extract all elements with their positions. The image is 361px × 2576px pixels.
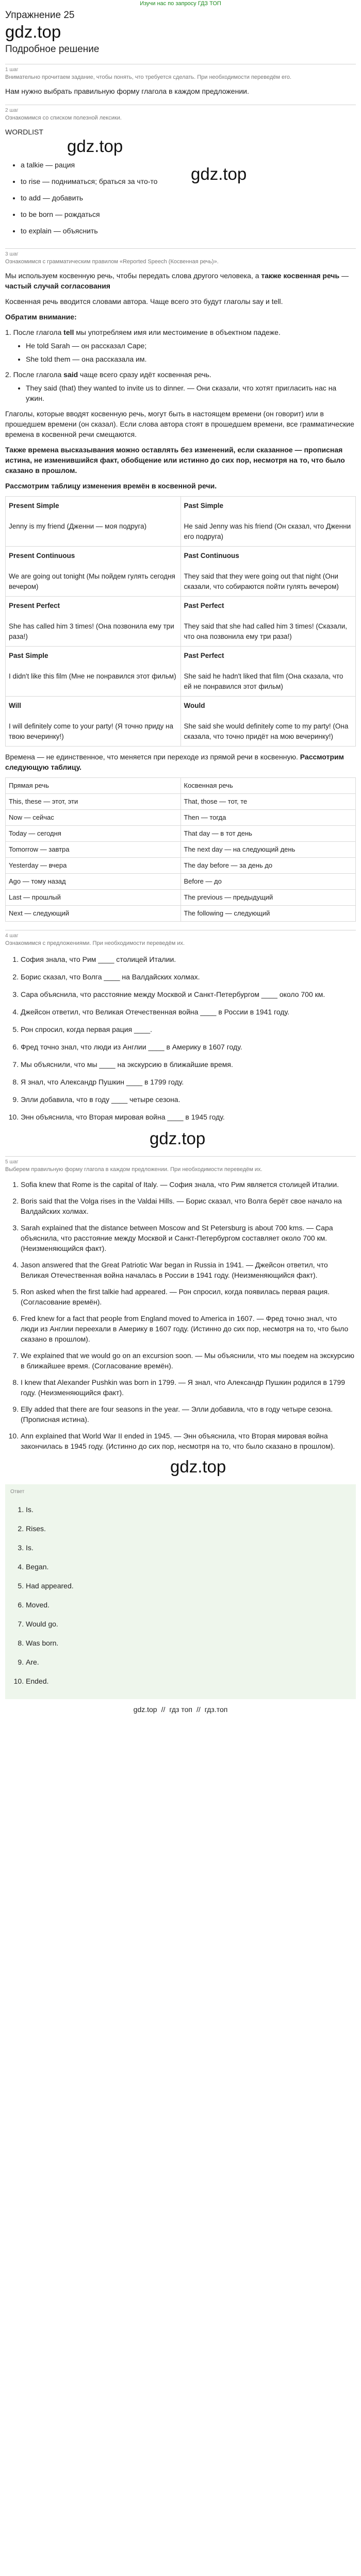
- table-row: [6, 497, 356, 547]
- answer-label: Ответ: [10, 1489, 25, 1495]
- list-item: • a talkie — рация: [21, 160, 356, 170]
- list-item: • to be born — рождаться: [21, 209, 356, 219]
- answer-item: 1. Is.: [26, 1504, 351, 1515]
- list-item: 4. Джейсон ответил, что Великая Отечественная война ____ в России в 1941 году.: [21, 1007, 356, 1017]
- example: • They said (that) they wanted to invite us to dinner. — Они сказали, что хотят пригласить нас на ужин.: [26, 383, 356, 403]
- step-description: Ознакомимся с предложениями. При необходимости переведём их.: [5, 940, 185, 946]
- answer-item: 4. Began.: [26, 1562, 351, 1572]
- list-item: 8. I knew that Alexander Pushkin was born in 1799. — Я знал, что Александр Пушкин родился в 1799 году. (Неизменяющийся факт).: [21, 1377, 356, 1398]
- list-item: 3. Sarah explained that the distance between Moscow and St Petersburg is about 700 kms. — Сара объяснила, что расстояние между Москвой и Санкт-Петербургом составляет около 700 км. (Неизменяющийся факт).: [21, 1223, 356, 1253]
- table-cell: Tomorrow — завтра: [6, 842, 181, 858]
- table-cell: Present Simple Jenny is my friend (Дженни — моя подруга): [6, 497, 181, 547]
- content: [0, 9, 361, 1715]
- table-row: [6, 647, 356, 697]
- table-row: [6, 906, 356, 922]
- table-cell: This, these — этот, эти: [6, 794, 181, 810]
- table-cell: That, those — тот, те: [180, 794, 356, 810]
- step-description: Выберем правильную форму глагола в каждом предложении. При необходимости переведём их.: [5, 1166, 262, 1173]
- table-cell: Then — тогда: [180, 810, 356, 826]
- table-cell: The next day — на следующий день: [180, 842, 356, 858]
- answer-item: 8. Was born.: [26, 1638, 351, 1648]
- answer-box: [5, 1484, 356, 1699]
- answer-item: 5. Had appeared.: [26, 1581, 351, 1591]
- list-item: • to explain — объяснить: [21, 226, 356, 236]
- table-cell: The previous — предыдущий: [180, 890, 356, 906]
- table-row: [6, 794, 356, 810]
- answer-item: 2. Rises.: [26, 1523, 351, 1534]
- footer-link[interactable]: gdz.top: [133, 1705, 157, 1714]
- paragraph: Глаголы, которые вводят косвенную речь, могут быть в настоящем времени (он говорит) или в прошедшем времени (он сказал). Если слова автора стоят в прошедшем времени, все грамматические времена в косвенной речи смещаются.: [5, 410, 354, 438]
- table-row: [6, 874, 356, 890]
- paragraph: Косвенная речь вводится словами автора. Чаще всего это будут глаголы say и tell.: [5, 297, 283, 306]
- page-title: Упражнение 25: [5, 10, 75, 21]
- table-cell: Will I will definitely come to your party! (Я точно приду на твою вечеринку!): [6, 697, 181, 747]
- table-cell: Past Simple I didn't like this film (Мне не понравился этот фильм): [6, 647, 181, 697]
- step-label: 4 шаг: [5, 933, 19, 939]
- example-list: [5, 383, 356, 403]
- table-cell: The day before — за день до: [180, 858, 356, 874]
- table-cell: Before — до: [180, 874, 356, 890]
- answer-list: [10, 1504, 351, 1686]
- list-item: 10. Ann explained that World War II ended in 1945. — Энн объяснила, что Вторая мировая война закончилась в 1945 году. (Истинно до сих пор, несмотря на то, что было сказано в прошлом).: [21, 1431, 356, 1451]
- step-label: 5 шаг: [5, 1159, 19, 1165]
- table-cell: Past Simple He said Jenny was his friend (Он сказал, что Дженни его подруга): [180, 497, 356, 547]
- step-description: Внимательно прочитаем задание, чтобы понять, что требуется сделать. При необходимости переведём его.: [5, 74, 292, 80]
- footer-link[interactable]: гдз.топ: [204, 1705, 228, 1714]
- example: • She told them — она рассказала им.: [26, 354, 356, 364]
- list-item: • to rise — подниматься; браться за что-то: [21, 176, 356, 187]
- step-label: 3 шаг: [5, 251, 19, 257]
- table-cell: Last — прошлый: [6, 890, 181, 906]
- footer: [5, 1704, 356, 1715]
- paragraph: Мы используем косвенную речь, чтобы передать слова другого человека, а также косвенная речь — частый случай согласования: [5, 272, 349, 290]
- watermark: gdz.top: [67, 137, 123, 156]
- footer-link[interactable]: гдз топ: [169, 1705, 192, 1714]
- table-row: [6, 810, 356, 826]
- table-row: [6, 697, 356, 747]
- list-item: 2. Boris said that the Volga rises in the Valdai Hills. — Борис сказал, что Волга берёт свое начало на Валдайских холмах.: [21, 1196, 356, 1216]
- watermark: gdz.top: [191, 164, 247, 183]
- table-cell: Past Perfect They said that she had called him 3 times! (Сказали, что она позвонила ему три раза!): [180, 597, 356, 647]
- watermark: gdz.top: [170, 1457, 226, 1476]
- list-item: 7. We explained that we would go on an excursion soon. — Мы объяснили, что мы поедем на экскурсию в ближайшее время. (Согласование времён).: [21, 1350, 356, 1371]
- table-row: [6, 842, 356, 858]
- section-title: Подробное решение: [5, 44, 100, 55]
- step-description: Ознакомимся с грамматическим правилом «Reported Speech (Косвенная речь)».: [5, 259, 219, 265]
- top-banner[interactable]: Изучи нас по запросу ГДЗ ТОП: [140, 1, 221, 7]
- step-description: Ознакомимся со списком полезной лексики.: [5, 115, 122, 121]
- list-item: 2. Борис сказал, что Волга ____ на Валдайских холмах.: [21, 972, 356, 982]
- list-item: 1. София знала, что Рим ____ столицей Италии.: [21, 954, 356, 964]
- table-cell: Would She said she would definitely come to my party! (Она сказала, что точно придёт на мою вечеринку!): [180, 697, 356, 747]
- step-text: Нам нужно выбрать правильную форму глагола в каждом предложении.: [5, 87, 249, 95]
- table-cell: Past Continuous They said that they were going out that night (Они сказали, что собираются пойти гулять вечером): [180, 547, 356, 597]
- answer-explanations: [5, 1179, 356, 1451]
- answer-item: 9. Are.: [26, 1657, 351, 1667]
- table-row: [6, 826, 356, 842]
- table-cell: Косвенная речь: [180, 778, 356, 794]
- table-cell: Прямая речь: [6, 778, 181, 794]
- answer-item: 3. Is.: [26, 1543, 351, 1553]
- list-item: 3. Сара объяснила, что расстояние между Москвой и Санкт-Петербургом ____ около 700 км.: [21, 989, 356, 999]
- divider: [5, 1156, 356, 1157]
- list-item: 5. Рон спросил, когда первая рация ____.: [21, 1024, 356, 1035]
- table-row: [6, 547, 356, 597]
- table-row: [6, 890, 356, 906]
- example-list: [5, 341, 356, 364]
- table-cell: Past Perfect She said he hadn't liked that film (Она сказала, что ей не понравился этот фильм): [180, 647, 356, 697]
- list-item: 7. Мы объяснили, что мы ____ на экскурсию в ближайшие время.: [21, 1059, 356, 1070]
- list-item: 9. Элли добавила, что в году ____ четыре сезона.: [21, 1094, 356, 1105]
- table-cell: That day — в тот день: [180, 826, 356, 842]
- tense-table: [5, 496, 356, 747]
- table-cell: Next — следующий: [6, 906, 181, 922]
- example: • He told Sarah — он рассказал Саре;: [26, 341, 356, 351]
- paragraph: Также времена высказывания можно оставлять без изменений, если сказанное — прописная истина, не изменившийся факт, обобщение или истинно до сих пор, несмотря на то, что было сказано в прошлом.: [5, 446, 345, 474]
- rule-item: 2. После глагола said чаще всего сразу идёт косвенная речь.: [5, 370, 211, 379]
- list-item: 1. Sofia knew that Rome is the capital of Italy. — София знала, что Рим является столицей Италии.: [21, 1179, 356, 1190]
- list-item: • to add — добавить: [21, 193, 356, 203]
- paragraph: Рассмотрим таблицу изменения времён в косвенной речи.: [5, 482, 217, 490]
- table-row: [6, 597, 356, 647]
- list-item: 4. Jason answered that the Great Patriotic War began in Russia in 1941. — Джейсон ответил, что Великая Отечественная война началась в России в 1941 году. (Неизменяющийся факт).: [21, 1260, 356, 1280]
- table-row: [6, 778, 356, 794]
- answer-item: 7. Would go.: [26, 1619, 351, 1629]
- divider: [5, 248, 356, 249]
- table-row: [6, 858, 356, 874]
- list-item: 10. Энн объяснила, что Вторая мировая война ____ в 1945 году.: [21, 1112, 356, 1122]
- rule-item: 1. После глагола tell мы употребляем имя или местоимение в объектном падеже.: [5, 328, 281, 336]
- table-cell: Present Continuous We are going out tonight (Мы пойдем гулять сегодня вечером): [6, 547, 181, 597]
- list-item: 9. Elly added that there are four seasons in the year. — Элли добавила, что в году четыре сезона. (Прописная истина).: [21, 1404, 356, 1425]
- list-item: 5. Ron asked when the first talkie had appeared. — Рон спросил, когда появилась первая рация. (Согласование времён).: [21, 1286, 356, 1307]
- table-cell: The following — следующий: [180, 906, 356, 922]
- step-label: 1 шаг: [5, 67, 19, 73]
- answer-item: 10. Ended.: [26, 1676, 351, 1686]
- table-cell: Yesterday — вчера: [6, 858, 181, 874]
- watermark: gdz.top: [150, 1129, 206, 1148]
- table-cell: Ago — тому назад: [6, 874, 181, 890]
- sentence-list: [5, 954, 356, 1122]
- table-cell: Today — сегодня: [6, 826, 181, 842]
- footer-separator: //: [196, 1705, 201, 1714]
- paragraph: Времена — не единственное, что меняется при переходе из прямой речи в косвенную. Рассмотрим следующую таблицу.: [5, 753, 344, 771]
- list-item: 6. Фред точно знал, что люди из Англии ____ в Америку в 1607 году.: [21, 1042, 356, 1052]
- footer-separator: //: [161, 1705, 166, 1714]
- table-cell: Now — сейчас: [6, 810, 181, 826]
- wordlist-heading: WORDLIST: [5, 128, 43, 136]
- table-cell: Present Perfect She has called him 3 times! (Она позвонила ему три раза!): [6, 597, 181, 647]
- attention-heading: Обратим внимание:: [5, 313, 77, 321]
- list-item: 8. Я знал, что Александр Пушкин ____ в 1799 году.: [21, 1077, 356, 1087]
- brand-logo: gdz.top: [5, 22, 61, 41]
- list-item: 6. Fred knew for a fact that people from England moved to America in 1607. — Фред точно знал, что люди из Англии переехали в Америку в 1607 году. (Истинно до сих пор, несмотря на то, что было сказано в прошлом).: [21, 1313, 356, 1344]
- answer-item: 6. Moved.: [26, 1600, 351, 1610]
- words-table: [5, 777, 356, 922]
- step-label: 2 шаг: [5, 108, 19, 113]
